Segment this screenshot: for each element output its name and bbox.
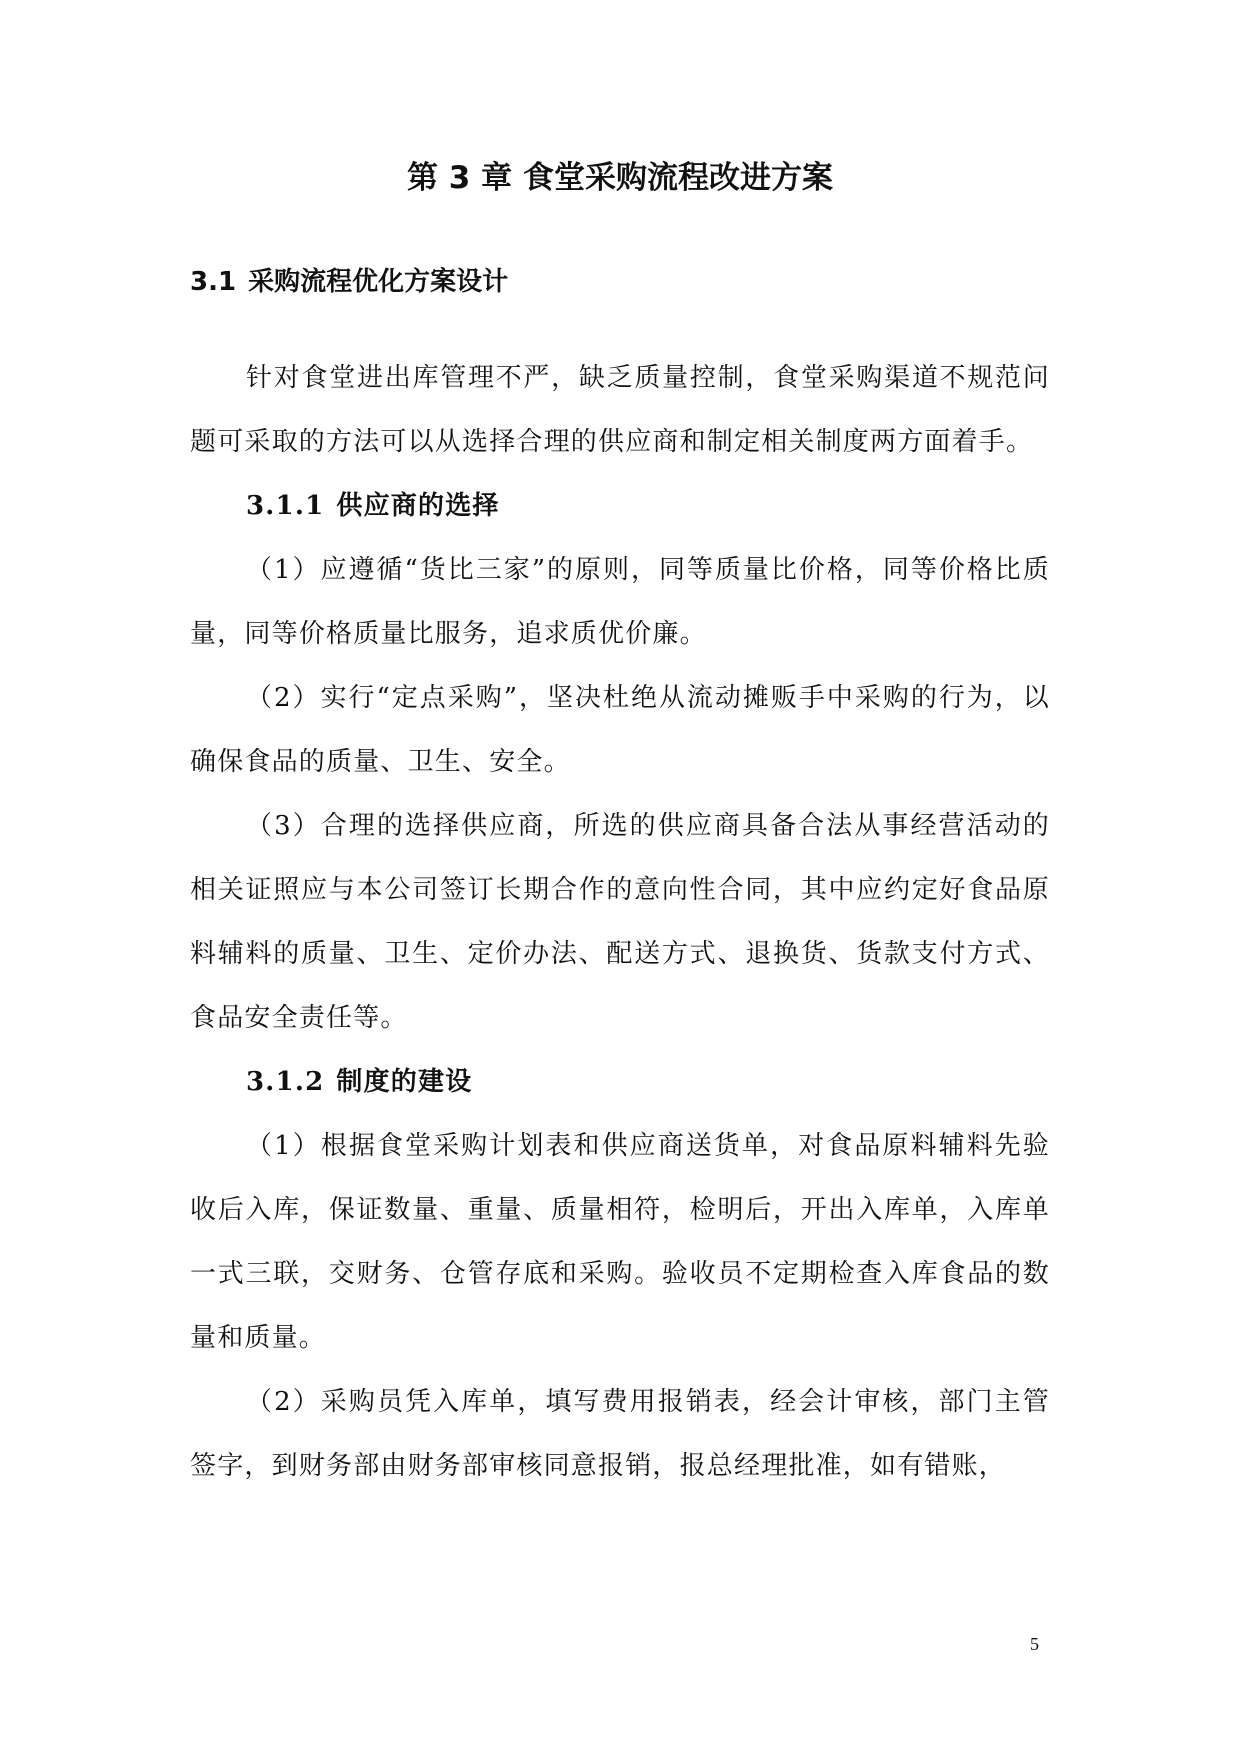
intro-paragraph: 针对食堂进出库管理不严，缺乏质量控制，食堂采购渠道不规范问题可采取的方法可以从选择合理的供应商和制定相关制度两方面着手。 — [190, 363, 1050, 457]
section-heading — [190, 264, 508, 300]
paragraph-supplier-2: （2）实行“定点采购”，坚决杜绝从流动摊贩手中采购的行为，以确保食品的质量、卫生、安全。 — [190, 683, 1050, 777]
subsection-heading-system-building — [190, 1050, 1050, 1114]
section-title-text: 采购流程优化方案设计 — [248, 267, 509, 297]
document-body — [190, 346, 1050, 1498]
paragraph-system-2: （2）采购员凭入库单，填写费用报销表，经会计审核，部门主管签字，到财务部由财务部审核同意报销，报总经理批准，如有错账， — [190, 1387, 1050, 1481]
subsection-title: 制度的建设 — [336, 1067, 473, 1097]
paragraph-supplier-3: （3）合理的选择供应商，所选的供应商具备合法从事经营活动的相关证照应与本公司签订长期合作的意向性合同，其中应约定好食品原料辅料的质量、卫生、定价办法、配送方式、退换货、货款支付方式、食品安全责任等。 — [190, 811, 1050, 1033]
subsection-title: 供应商的选择 — [336, 491, 500, 521]
section-number: 3.1 — [190, 267, 237, 297]
page-number: 5 — [1030, 1634, 1039, 1654]
subsection-number: 3.1.2 — [246, 1067, 325, 1097]
paragraph-supplier-1: （1）应遵循“货比三家”的原则，同等质量比价格，同等价格比质量，同等价格质量比服务，追求质优价廉。 — [190, 555, 1050, 649]
subsection-heading-supplier-selection — [190, 474, 1050, 538]
paragraph-system-1: （1）根据食堂采购计划表和供应商送货单，对食品原料辅料先验收后入库，保证数量、重量、质量相符，检明后，开出入库单，入库单一式三联，交财务、仓管存底和采购。验收员不定期检查入库食品的数量和质量。 — [190, 1131, 1050, 1353]
subsection-number: 3.1.1 — [246, 491, 325, 521]
chapter-title: 第 3 章 食堂采购流程改进方案 — [407, 160, 833, 196]
